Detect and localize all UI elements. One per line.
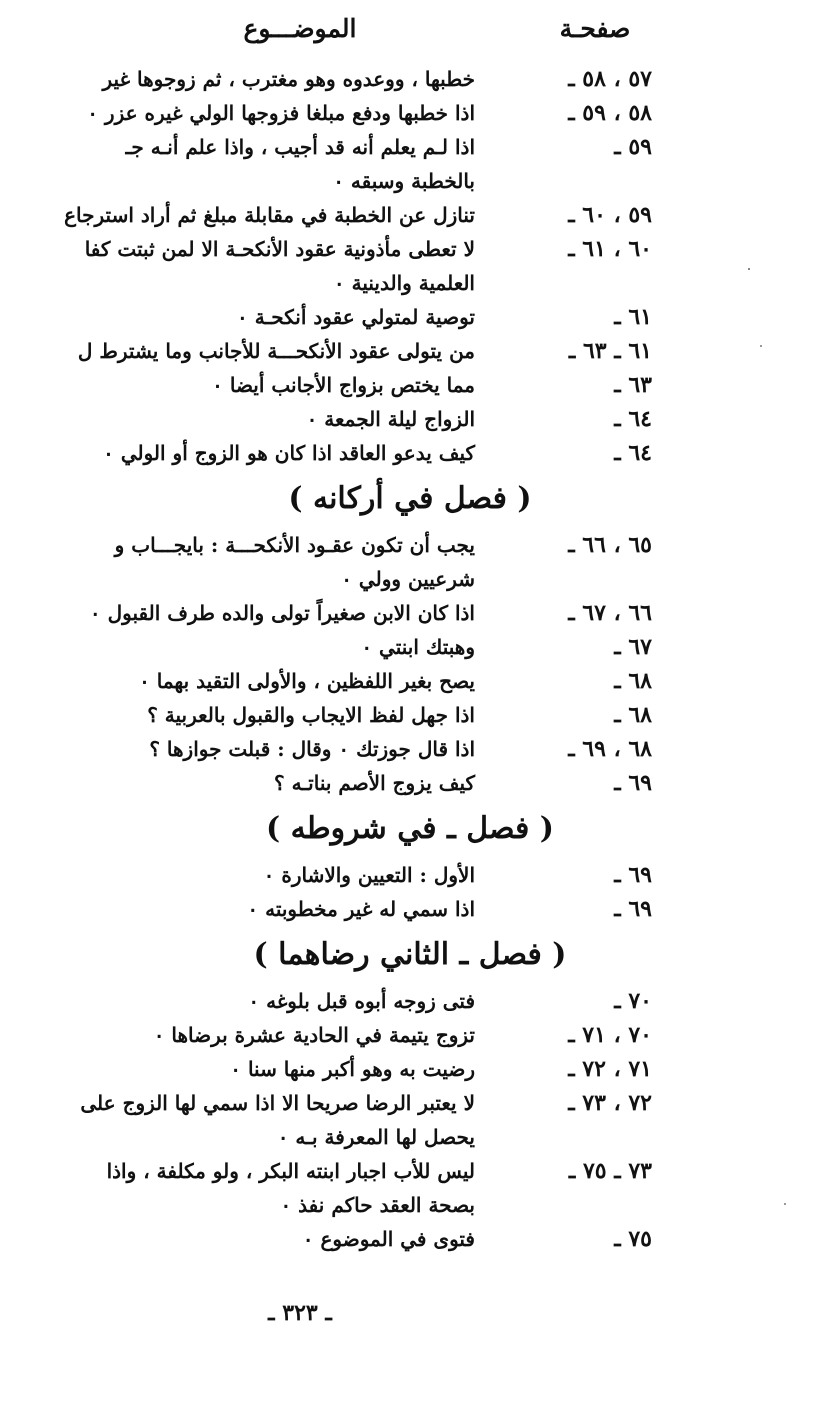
toc-page-range: ٥٩ ـ: [614, 134, 652, 160]
toc-page-range: ٦١ ـ ٦٣ ـ: [568, 338, 652, 364]
toc-entry-text: اذا كان الابن صغيراً تولى والده طرف القبول ٠: [89, 601, 475, 625]
toc-page-range: ٧٠ ، ٧١ ـ: [568, 1022, 652, 1048]
toc-entry-text: شرعيين وولي ٠: [341, 567, 475, 591]
toc-entry-text: الأول : التعيين والاشارة ٠: [263, 863, 475, 887]
toc-row: [0, 1222, 820, 1256]
toc-page-range: ٥٨ ، ٥٩ ـ: [568, 100, 652, 126]
toc-page-range: ٧٥ ـ: [614, 1226, 652, 1252]
toc-entry-text: لا يعتبر الرضا صريحا الا اذا سمي لها الزوج على: [80, 1091, 475, 1115]
toc-entry-text: اذا لـم يعلم أنه قد أجيب ، واذا علم أنـه جـ: [125, 135, 475, 159]
toc-row: [0, 1154, 820, 1188]
toc-row-continuation: [0, 1120, 820, 1154]
toc-page-range: ٧٣ ـ ٧٥ ـ: [568, 1158, 652, 1184]
toc-row: [0, 300, 820, 334]
scan-speck: [784, 1203, 786, 1205]
column-header-pages: صفحـة: [559, 14, 631, 43]
toc-entry-text: اذا خطبها ودفع مبلغا فزوجها الولي غيره عزر ٠: [87, 101, 475, 125]
toc-row: [0, 664, 820, 698]
toc-entry-text: فتى زوجه أبوه قبل بلوغه ٠: [248, 989, 475, 1013]
toc-entry-text: تزوج يتيمة في الحادية عشرة برضاها ٠: [153, 1023, 475, 1047]
toc-row: [0, 198, 820, 232]
toc-page-range: ٧٠ ـ: [614, 988, 652, 1014]
toc-row-continuation: [0, 266, 820, 300]
toc-entry-text: الزواج ليلة الجمعة ٠: [306, 407, 475, 431]
toc-row: [0, 596, 820, 630]
toc-row: [0, 334, 820, 368]
toc-row: [0, 528, 820, 562]
toc-row: [0, 892, 820, 926]
toc-page-range: ٦٩ ـ: [614, 770, 652, 796]
toc-row: [0, 732, 820, 766]
section-heading: [0, 800, 820, 858]
toc-entry-text: اذا جهل لفظ الايجاب والقبول بالعربية ؟: [147, 703, 475, 727]
toc-page-range: ٦٨ ـ: [614, 702, 652, 728]
toc-entry-text: بالخطبة وسبقه ٠: [333, 169, 475, 193]
toc-entry-text: اذا سمي له غير مخطوبته ٠: [247, 897, 475, 921]
toc-page-range: ٥٩ ، ٦٠ ـ: [568, 202, 652, 228]
toc-row: [0, 858, 820, 892]
toc-page-range: ٧١ ، ٧٢ ـ: [568, 1056, 652, 1082]
toc-entry-text: كيف يزوج الأصم بناتـه ؟: [274, 771, 475, 795]
toc-entry-text: يحصل لها المعرفة بـه ٠: [277, 1125, 475, 1149]
toc-page-range: ٦٩ ـ: [614, 896, 652, 922]
toc-entry-text: وهبتك ابنتي ٠: [361, 635, 475, 659]
scan-speck: [748, 268, 750, 270]
section-heading: [0, 470, 820, 528]
toc-page-range: ٥٧ ، ٥٨ ـ: [568, 66, 652, 92]
toc-entry-text: مما يختص بزواج الأجانب أيضا ٠: [212, 373, 475, 397]
toc-page-range: ٦٩ ـ: [614, 862, 652, 888]
toc-row: [0, 402, 820, 436]
toc-row: [0, 436, 820, 470]
toc-page-range: ٦٦ ، ٦٧ ـ: [568, 600, 652, 626]
toc-row: [0, 232, 820, 266]
toc-page-range: ٦٨ ـ: [614, 668, 652, 694]
toc-page-range: ٦٣ ـ: [614, 372, 652, 398]
section-heading-text: ( فصل ـ الثاني رضاهما ): [253, 937, 567, 972]
toc-entry-text: كيف يدعو العاقد اذا كان هو الزوج أو الولي ٠: [103, 441, 475, 465]
column-header-topic: الموضـــوع: [243, 14, 357, 43]
toc-page-range: ٦١ ـ: [614, 304, 652, 330]
toc-page-range: ٧٢ ، ٧٣ ـ: [568, 1090, 652, 1116]
toc-row: [0, 984, 820, 1018]
toc-entry-text: من يتولى عقود الأنكحـــة للأجانب وما يشترط ل: [77, 339, 475, 363]
toc-row: [0, 698, 820, 732]
table-of-contents: [0, 62, 820, 1256]
toc-row: [0, 96, 820, 130]
toc-page-range: ٦٠ ، ٦١ ـ: [568, 236, 652, 262]
toc-entry-text: لا تعطى مأذونية عقود الأنكحـة الا لمن ثبتت كفا: [84, 237, 475, 261]
toc-entry-text: العلمية والدينية ٠: [333, 271, 475, 295]
toc-row: [0, 1018, 820, 1052]
toc-entry-text: رضيت به وهو أكبر منها سنا ٠: [230, 1057, 475, 1081]
toc-entry-text: اذا قال جوزتك ٠ وقال : قبلت جوازها ؟: [149, 737, 475, 761]
toc-entry-text: يجب أن تكون عقـود الأنكحـــة : بايجـــاب و: [114, 533, 475, 557]
toc-row: [0, 1052, 820, 1086]
toc-row-continuation: [0, 1188, 820, 1222]
section-heading-text: ( فصل ـ في شروطه ): [266, 811, 554, 846]
toc-row: [0, 130, 820, 164]
section-heading-text: ( فصل في أركانه ): [288, 481, 532, 516]
toc-page-range: ٦٧ ـ: [614, 634, 652, 660]
toc-entry-text: تنازل عن الخطبة في مقابلة مبلغ ثم أراد استرجاع: [64, 203, 475, 227]
toc-page-range: ٦٤ ـ: [614, 406, 652, 432]
toc-page-range: ٦٨ ، ٦٩ ـ: [568, 736, 652, 762]
toc-entry-text: توصية لمتولي عقود أنكحـة ٠: [237, 305, 475, 329]
toc-row-continuation: [0, 562, 820, 596]
toc-page-range: ٦٤ ـ: [614, 440, 652, 466]
toc-row: [0, 1086, 820, 1120]
toc-row: [0, 766, 820, 800]
toc-row-continuation: [0, 164, 820, 198]
toc-row: [0, 368, 820, 402]
toc-entry-text: فتوى في الموضوع ٠: [302, 1227, 475, 1251]
toc-row: [0, 62, 820, 96]
page-number: ـ ٣٢٣ ـ: [268, 1300, 332, 1326]
toc-entry-text: ليس للأب اجبار ابنته البكر ، ولو مكلفة ، واذا: [106, 1159, 475, 1183]
toc-entry-text: يصح بغير اللفظين ، والأولى التقيد بهما ٠: [139, 669, 475, 693]
toc-row: [0, 630, 820, 664]
toc-entry-text: بصحة العقد حاكم نفذ ٠: [280, 1193, 475, 1217]
scan-speck: [760, 345, 762, 347]
section-heading: [0, 926, 820, 984]
toc-entry-text: خطبها ، ووعدوه وهو مغترب ، ثم زوجوها غير: [102, 67, 475, 91]
toc-page-range: ٦٥ ، ٦٦ ـ: [568, 532, 652, 558]
